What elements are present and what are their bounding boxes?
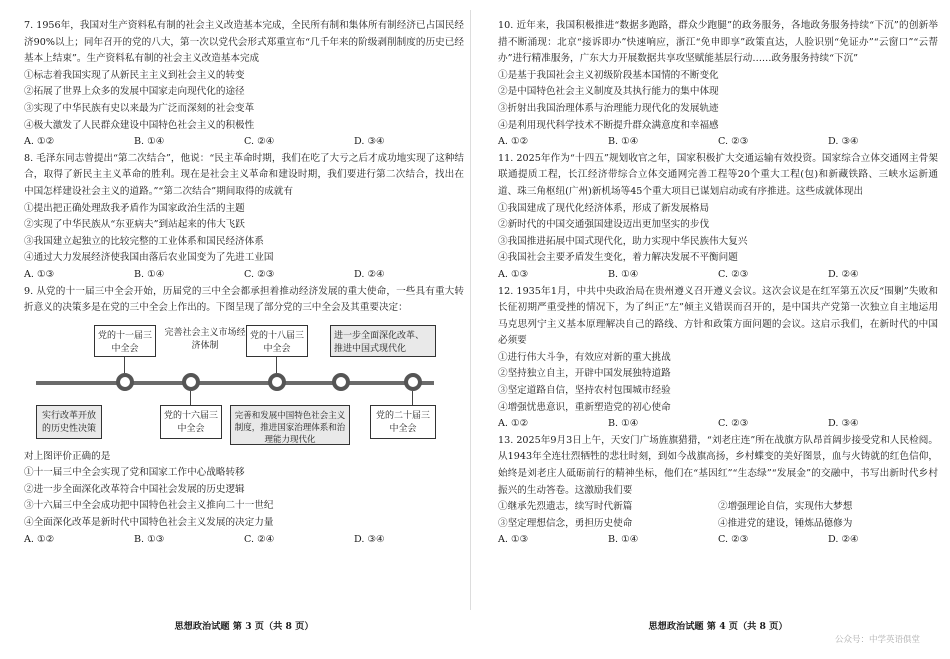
page-footer-left: 思想政治试题 第 3 页（共 8 页） — [174, 621, 314, 632]
connector-line — [124, 357, 125, 373]
option-a[interactable]: A. ①② — [24, 136, 55, 148]
question-stem: 10. 近年来，我国积极推进“数据多跑路，群众少跑腿”的政务服务，各地政务服务持续“下沉”的创新举措不断涌现：北京“接诉即办”快速响应，浙江“免申即享”政策直达，人脸识别“免证办”“云窗口”“云帮办”进行精准服务，广东大力开展数据共享攻坚赋能基层行动……政务服务持续“下沉” — [498, 20, 938, 65]
option-b[interactable]: B. ①④ — [134, 136, 165, 148]
answer-item: ②增强理论自信，实现伟大梦想 — [718, 501, 853, 513]
answer-item: ④是利用现代科学技术不断提升群众满意度和幸福感 — [498, 119, 719, 131]
decision-label: 完善社会主义市场经济体制 — [164, 327, 246, 351]
page-footer-right: 思想政治试题 第 4 页（共 8 页） — [648, 621, 788, 632]
answer-item: ④增强忧患意识，重新塑造党的初心使命 — [498, 401, 671, 413]
timeline-node — [268, 373, 286, 391]
option-c[interactable]: C. ②③ — [718, 268, 749, 280]
answer-item: ②新时代的中国交通强国建设迈出更加坚实的步伐 — [498, 219, 710, 231]
connector-line — [190, 391, 191, 405]
option-c[interactable]: C. ②③ — [244, 268, 275, 280]
option-a[interactable]: A. ①② — [498, 136, 529, 148]
question-10 — [498, 18, 938, 151]
option-c[interactable]: C. ②③ — [718, 534, 749, 546]
decision-label-opening: 实行改革开放的历史性决策 — [36, 405, 102, 439]
question-stem: 7. 1956年，我国对生产资料私有制的社会主义改造基本完成，全民所有制和集体所有制经济已占国民经济90%以上；同年召开的党的八大，第一次以党代会形式郑重宣布“几千年来的阶级剥削制度的历史已经基本上结束”。生产资料私有制的社会主义改造基本完成 — [24, 20, 464, 65]
answer-item: ③十六届三中全会成功把中国特色社会主义推向二十一世纪 — [24, 500, 274, 512]
answer-item: ④通过大力发展经济使我国由落后农业国变为了先进工业国 — [24, 252, 274, 264]
question-9 — [24, 284, 464, 549]
question-8 — [24, 151, 464, 284]
page-divider — [470, 10, 471, 610]
answer-item: ②拓展了世界上众多的发展中国家走向现代化的途径 — [24, 86, 245, 98]
left-page — [24, 18, 464, 548]
options-row — [24, 532, 464, 549]
connector-line — [412, 391, 413, 405]
options-row — [24, 267, 464, 284]
timeline-axis — [36, 381, 434, 385]
answer-item: ①我国建成了现代化经济体系，形成了新发展格局 — [498, 202, 710, 214]
question-prompt: 对上图评价正确的是 — [24, 450, 111, 462]
option-b[interactable]: B. ①④ — [134, 268, 165, 280]
answer-item: ②进一步全面深化改革符合中国社会发展的历史逻辑 — [24, 483, 245, 495]
question-12 — [498, 284, 938, 433]
option-a[interactable]: A. ①③ — [498, 534, 529, 546]
option-a[interactable]: A. ①② — [24, 533, 55, 545]
question-stem: 13. 2025年9月3日上午，天安门广场旌旗猎猎，“刘老庄连”所在战旗方队昂首阔步接受党和人民检阅。从1943年全连壮烈牺牲的悲壮时刻，到如今战旗高扬，乡村蝶变的美好图景，血与火铸就的红色信仰，始终是刘老庄人砥砺前行的精神坐标，他们在“基因红”“生态绿”“发展金”的交融中，书写出新时代乡村振兴的生动答卷。这激励我们要 — [498, 434, 938, 496]
option-c[interactable]: C. ②④ — [244, 136, 275, 148]
option-d[interactable]: D. ②④ — [828, 268, 859, 280]
option-a[interactable]: A. ①③ — [498, 268, 529, 280]
question-stem: 9. 从党的十一届三中全会开始，历届党的三中全会都承担着推动经济发展的重大使命，一些具有重大转折意义的决策多是在党的三中全会上作出的。下图呈现了部分党的三中全会及其重要决定： — [24, 285, 464, 314]
option-b[interactable]: B. ①④ — [608, 136, 639, 148]
option-d[interactable]: D. ③④ — [354, 533, 385, 545]
option-d[interactable]: D. ③④ — [828, 136, 859, 148]
timeline-node — [116, 373, 134, 391]
answer-item: ①十一届三中全会实现了党和国家工作中心战略转移 — [24, 467, 245, 479]
answer-item: ③实现了中华民族有史以来最为广泛而深刻的社会变革 — [24, 102, 255, 114]
question-13 — [498, 433, 938, 549]
option-d[interactable]: D. ②④ — [354, 268, 385, 280]
option-a[interactable]: A. ①② — [498, 418, 529, 430]
answer-item: ①进行伟大斗争，有效应对新的重大挑战 — [498, 351, 671, 363]
question-stem: 11. 2025年作为“十四五”规划收官之年，国家积极扩大交通运输有效投资。国家综合立体交通网主骨架联通提质工程，长江经济带综合立体交通网完善工程等20个重大工程(包)和新藏铁路、三峡水运新通道、珠三角枢纽(广州)新机场等45个重大项目已谋划启动或有序推进。这些成就体现出 — [498, 152, 938, 197]
option-b[interactable]: B. ①④ — [608, 534, 639, 546]
question-stem: 12. 1935年1月，中共中央政治局在贵州遵义召开遵义会议。这次会议是在红军第五次反“围剿”失败和长征初期严重受挫的情况下，为了纠正“左”倾主义错误而召开的，是中国共产党第一次独立自主地运用马克思列宁主义基本原理解决自己的路线、方针和政策方面问题的会议。这启示我们，在新时代的中国必须要 — [498, 285, 938, 347]
answer-item: ④极大激发了人民群众建设中国特色社会主义的积极性 — [24, 119, 255, 131]
third-plenum-timeline — [32, 319, 438, 445]
options-row — [498, 267, 938, 284]
answer-item: ①标志着我国实现了从新民主主义到社会主义的转变 — [24, 69, 245, 81]
watermark-text: 公众号：中学英语俱堂 — [834, 635, 920, 645]
answer-item: ③坚定理想信念，勇担历史使命 — [498, 517, 633, 529]
option-b[interactable]: B. ①③ — [134, 533, 165, 545]
answer-item: ④推进党的建设，锤炼品德修为 — [718, 517, 853, 529]
option-d[interactable]: D. ②④ — [828, 534, 859, 546]
plenum-box-16th: 党的十六届三中全会 — [160, 405, 222, 439]
answer-item: ④全面深化改革是新时代中国特色社会主义发展的决定力量 — [24, 517, 274, 529]
answer-item: ①提出把正确处理敌我矛盾作为国家政治生活的主题 — [24, 202, 245, 214]
decision-label-governance: 完善和发展中国特色社会主义制度，推进国家治理体系和治理能力现代化 — [230, 405, 350, 445]
option-b[interactable]: B. ①④ — [608, 268, 639, 280]
question-11 — [498, 151, 938, 284]
question-7 — [24, 18, 464, 151]
plenum-box-20th: 党的二十届三中全会 — [370, 405, 436, 439]
answer-item: ③我国建立起独立的比较完整的工业体系和国民经济体系 — [24, 235, 264, 247]
answer-item: ①是基于我国社会主义初级阶段基本国情的不断变化 — [498, 69, 719, 81]
option-c[interactable]: C. ②③ — [718, 136, 749, 148]
option-d[interactable]: D. ③④ — [354, 136, 385, 148]
options-row — [498, 416, 938, 433]
option-b[interactable]: B. ①④ — [608, 418, 639, 430]
question-stem: 8. 毛泽东同志曾提出“第二次结合”，他说：“民主革命时期，我们在吃了大亏之后才成功地实现了这种结合，取得了新民主主义革命的胜利。现在是社会主义革命和建设时期，我们要进行第二次结合，找出在中国怎样建设社会主义的道路。”“第二次结合”期间取得的成就有 — [24, 152, 464, 197]
answer-items-row — [498, 516, 938, 533]
answer-item: ④我国社会主要矛盾发生变化，着力解决发展不平衡问题 — [498, 252, 738, 264]
answer-item: ①继承先烈遗志，续写时代新篇 — [498, 501, 633, 513]
options-row — [498, 532, 938, 549]
plenum-box-11th: 党的十一届三中全会 — [94, 325, 156, 357]
answer-item: ②实现了中华民族从“东亚病夫”到站起来的伟大飞跃 — [24, 219, 245, 231]
answer-items-row — [498, 499, 938, 516]
answer-item: ③我国推进拓展中国式现代化，助力实现中华民族伟大复兴 — [498, 235, 748, 247]
options-row — [24, 134, 464, 151]
connector-line — [276, 357, 277, 373]
answer-item: ③坚定道路自信，坚持农村包围城市经验 — [498, 385, 671, 397]
decision-label-reform: 进一步全面深化改革、推进中国式现代化 — [330, 325, 436, 357]
options-row — [498, 134, 938, 151]
plenum-box-18th: 党的十八届三中全会 — [246, 325, 308, 357]
option-a[interactable]: A. ①③ — [24, 268, 55, 280]
option-c[interactable]: C. ②③ — [718, 418, 749, 430]
answer-item: ③折射出我国治理体系与治理能力现代化的发展轨迹 — [498, 102, 719, 114]
answer-item: ②坚持独立自主，开辟中国发展独特道路 — [498, 368, 671, 380]
timeline-node — [332, 373, 350, 391]
timeline-node — [404, 373, 422, 391]
right-page — [498, 18, 938, 549]
option-c[interactable]: C. ②④ — [244, 533, 275, 545]
answer-item: ②是中国特色社会主义制度及其执行能力的集中体现 — [498, 86, 719, 98]
timeline-node — [182, 373, 200, 391]
option-d[interactable]: D. ③④ — [828, 418, 859, 430]
